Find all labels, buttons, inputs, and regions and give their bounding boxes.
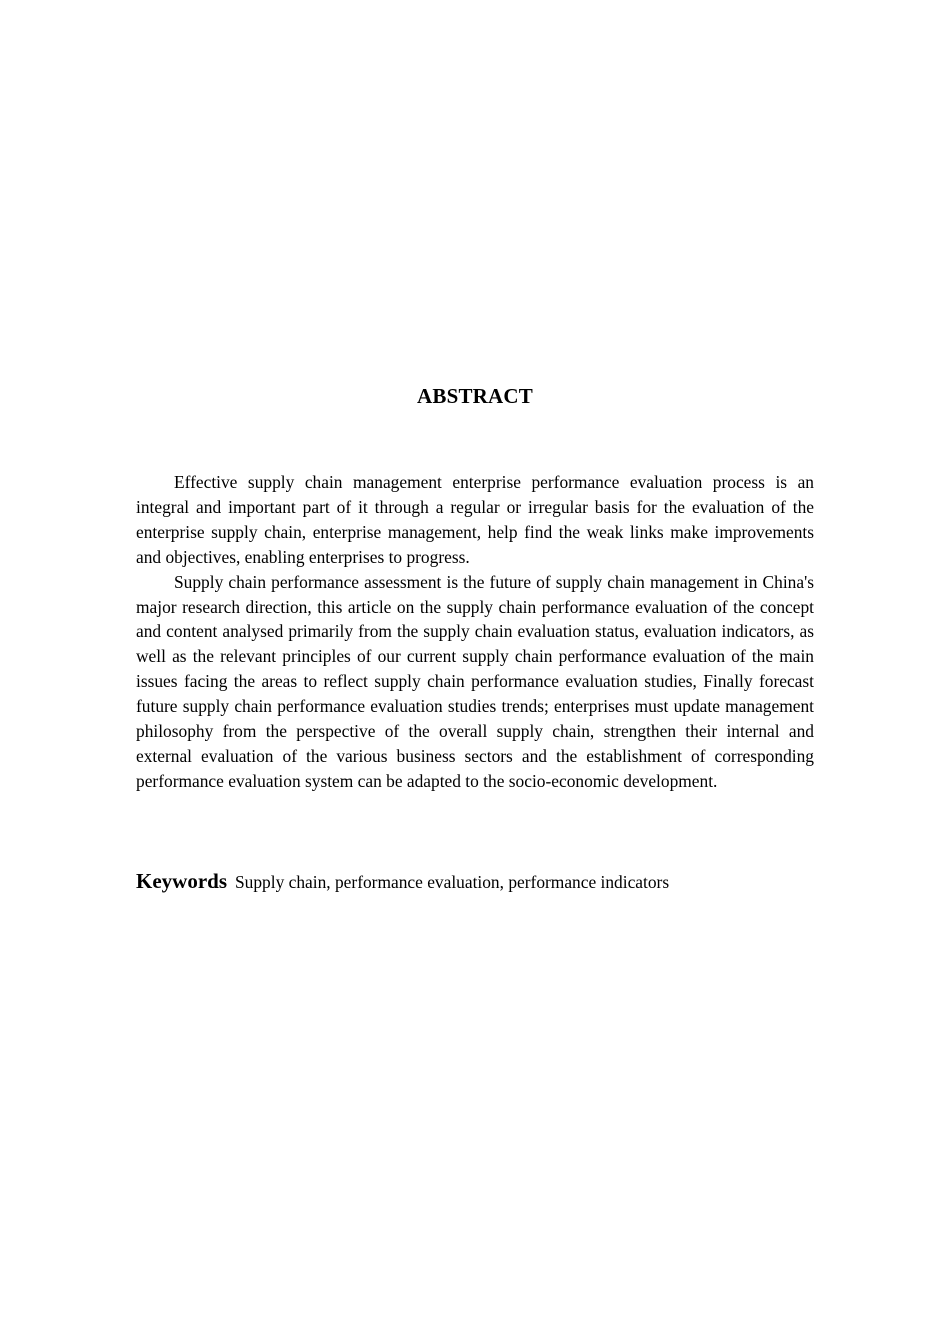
abstract-paragraph-2: Supply chain performance assessment is the future of supply chain management in China's major research direction, this article on the supply chain performance evaluation of the concept and content analysed primarily from the supply chain evaluation status, evaluation indicators, as well as the relevant principles of our current supply chain performance evaluation of the main issues facing the areas to reflect supply chain performance evaluation studies, Finally forecast future supply chain performance evaluation studies trends; enterprises must update management philosophy from the perspective of the overall supply chain, strengthen their internal and external evaluation of the various business sectors and the establishment of corresponding performance evaluation system can be adapted to the socio-economic development. [136,571,814,791]
abstract-title: ABSTRACT [417,384,533,408]
keywords-label: Keywords [136,869,227,893]
abstract-body [136,470,814,794]
keywords-text: Supply chain, performance evaluation, performance indicators [235,872,670,892]
abstract-paragraph-1: Effective supply chain management enterprise performance evaluation process is an integral and important part of it through a regular or irregular basis for the evaluation of the enterprise supply chain, enterprise management, help find the weak links make improvements and objectives, enabling enterprises to progress. [136,472,814,567]
keywords-line [136,866,836,899]
